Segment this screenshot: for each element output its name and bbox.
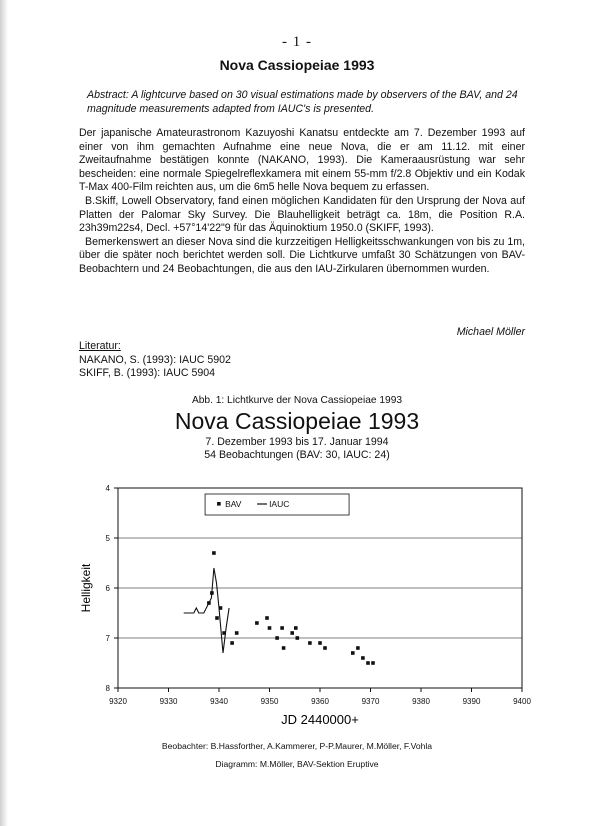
legend-iauc-label: IAUC (269, 499, 290, 509)
bav-point-2 (212, 551, 216, 555)
literature-heading: Literatur: (79, 340, 121, 352)
bav-point-8 (255, 621, 259, 625)
chart-subtitle-2: 54 Beobachtungen (BAV: 30, IAUC: 24) (204, 449, 390, 461)
paragraph-2: B.Skiff, Lowell Observatory, fand einen möglichen Kandidaten für den Ursprung der Nova auf Platten der Palomar Sky Survey. Die Blauhelligkeit beträgt ca. 18m, die Position R.A. 23h39m22s4, Decl. +57°14'22"9 für das Äquinoktium 1950.0 (SKIFF, 1993). (79, 194, 525, 235)
x-tick-label-9390: 9390 (462, 697, 481, 706)
bav-point-9 (265, 616, 269, 620)
y-tick-label-5: 5 (105, 534, 110, 543)
x-tick-label-9400: 9400 (513, 697, 531, 706)
bav-point-6 (230, 641, 234, 645)
bav-point-23 (366, 661, 370, 665)
figure-caption: Abb. 1: Lichtkurve der Nova Cassiopeiae 1993 (191, 395, 403, 406)
x-tick-label-9330: 9330 (159, 697, 178, 706)
y-tick-labels (106, 484, 118, 693)
chart-subtitle-1: 7. Dezember 1993 bis 17. Januar 1994 (205, 436, 389, 448)
bav-point-19 (323, 646, 327, 650)
page-number: - 1 - (282, 34, 312, 50)
literature-section (79, 340, 231, 381)
bav-point-3 (215, 616, 219, 620)
bav-point-20 (351, 651, 355, 655)
x-tick-label-9350: 9350 (260, 697, 279, 706)
paragraph-1: Der japanische Amateurastronom Kazuyoshi Kanatsu entdeckte am 7. Dezember 1993 auf einer von ihm gemachten Aufnahme eine neue Nova, die er am 11.12. mit einer Zweitaufnahme bestätigen konnte (NAKANO, 1993). Die Kameraausrüstung war sehr bescheiden: eine normale Spiegelreflexkamera mit einem 55-mm f/2.8 Objektiv und ein Kodak T-Max 400-Film reichten aus, um die 6m5 helle Nova bequem zu erfassen. (79, 127, 525, 194)
x-tick-labels (109, 688, 531, 706)
bav-point-10 (268, 626, 272, 630)
bav-point-24 (371, 661, 375, 665)
reference-1: NAKANO, S. (1993): IAUC 5902 (79, 353, 231, 366)
bav-point-11 (275, 636, 279, 640)
iauc-series (184, 568, 229, 653)
x-tick-label-9380: 9380 (412, 697, 430, 706)
bav-point-16 (296, 636, 300, 640)
bav-point-18 (318, 641, 322, 645)
bav-point-13 (282, 646, 286, 650)
reference-2: SKIFF, B. (1993): IAUC 5904 (79, 367, 216, 380)
y-tick-label-6: 6 (105, 584, 110, 593)
y-tick-label-8: 8 (105, 684, 110, 693)
y-axis-label: Helligkeit (79, 563, 93, 613)
bav-point-22 (361, 656, 365, 660)
x-axis-label: JD 2440000+ (281, 712, 359, 727)
bav-point-21 (356, 646, 360, 650)
diagram-credit: Diagramm: M.Möller, BAV-Sektion Eruptive (215, 759, 379, 769)
article-body (79, 127, 525, 277)
x-tick-label-9340: 9340 (210, 697, 228, 706)
bav-point-17 (308, 641, 312, 645)
legend-bav-label: BAV (225, 499, 242, 509)
legend-bav-marker (217, 502, 221, 506)
bav-point-5 (222, 631, 226, 635)
article-title: Nova Cassiopeiae 1993 (219, 57, 375, 73)
bav-point-1 (210, 591, 214, 595)
bav-point-15 (294, 626, 298, 630)
chart-grid (118, 538, 522, 638)
bav-point-4 (219, 606, 223, 610)
bav-point-14 (290, 631, 294, 635)
bav-series (207, 551, 375, 665)
bav-point-7 (235, 631, 239, 635)
bav-point-12 (280, 626, 284, 630)
iauc-line (184, 568, 229, 653)
y-tick-label-4: 4 (105, 484, 110, 493)
bav-point-0 (207, 601, 211, 605)
light-curve-chart (0, 470, 594, 735)
author-signature: Michael Möller (456, 326, 525, 338)
paragraph-3: Bemerkenswert an dieser Nova sind die kurzzeitigen Helligkeitsschwankungen von bis zu 1m, über die später noch berichtet werden soll. Die Lichtkurve umfaßt 30 Schätzungen von BAV-Beobachtern und 24 Beobachtungen, die aus den IAU-Zirkularen übernommen wurden. (79, 235, 525, 275)
observers-credit: Beobachter: B.Hassforther, A.Kammerer, P-P.Maurer, M.Möller, F.Vohla (161, 741, 433, 751)
x-tick-label-9360: 9360 (311, 697, 329, 706)
x-tick-label-9320: 9320 (109, 697, 127, 706)
x-tick-label-9370: 9370 (361, 697, 380, 706)
abstract: Abstract: A lightcurve based on 30 visual estimations made by observers of the BAV, and 24 magnitude measurements adapted from IAUC's is presented. (87, 89, 518, 115)
y-tick-label-7: 7 (105, 634, 110, 643)
chart-title: Nova Cassiopeiae 1993 (174, 408, 420, 434)
chart-legend (205, 494, 349, 515)
